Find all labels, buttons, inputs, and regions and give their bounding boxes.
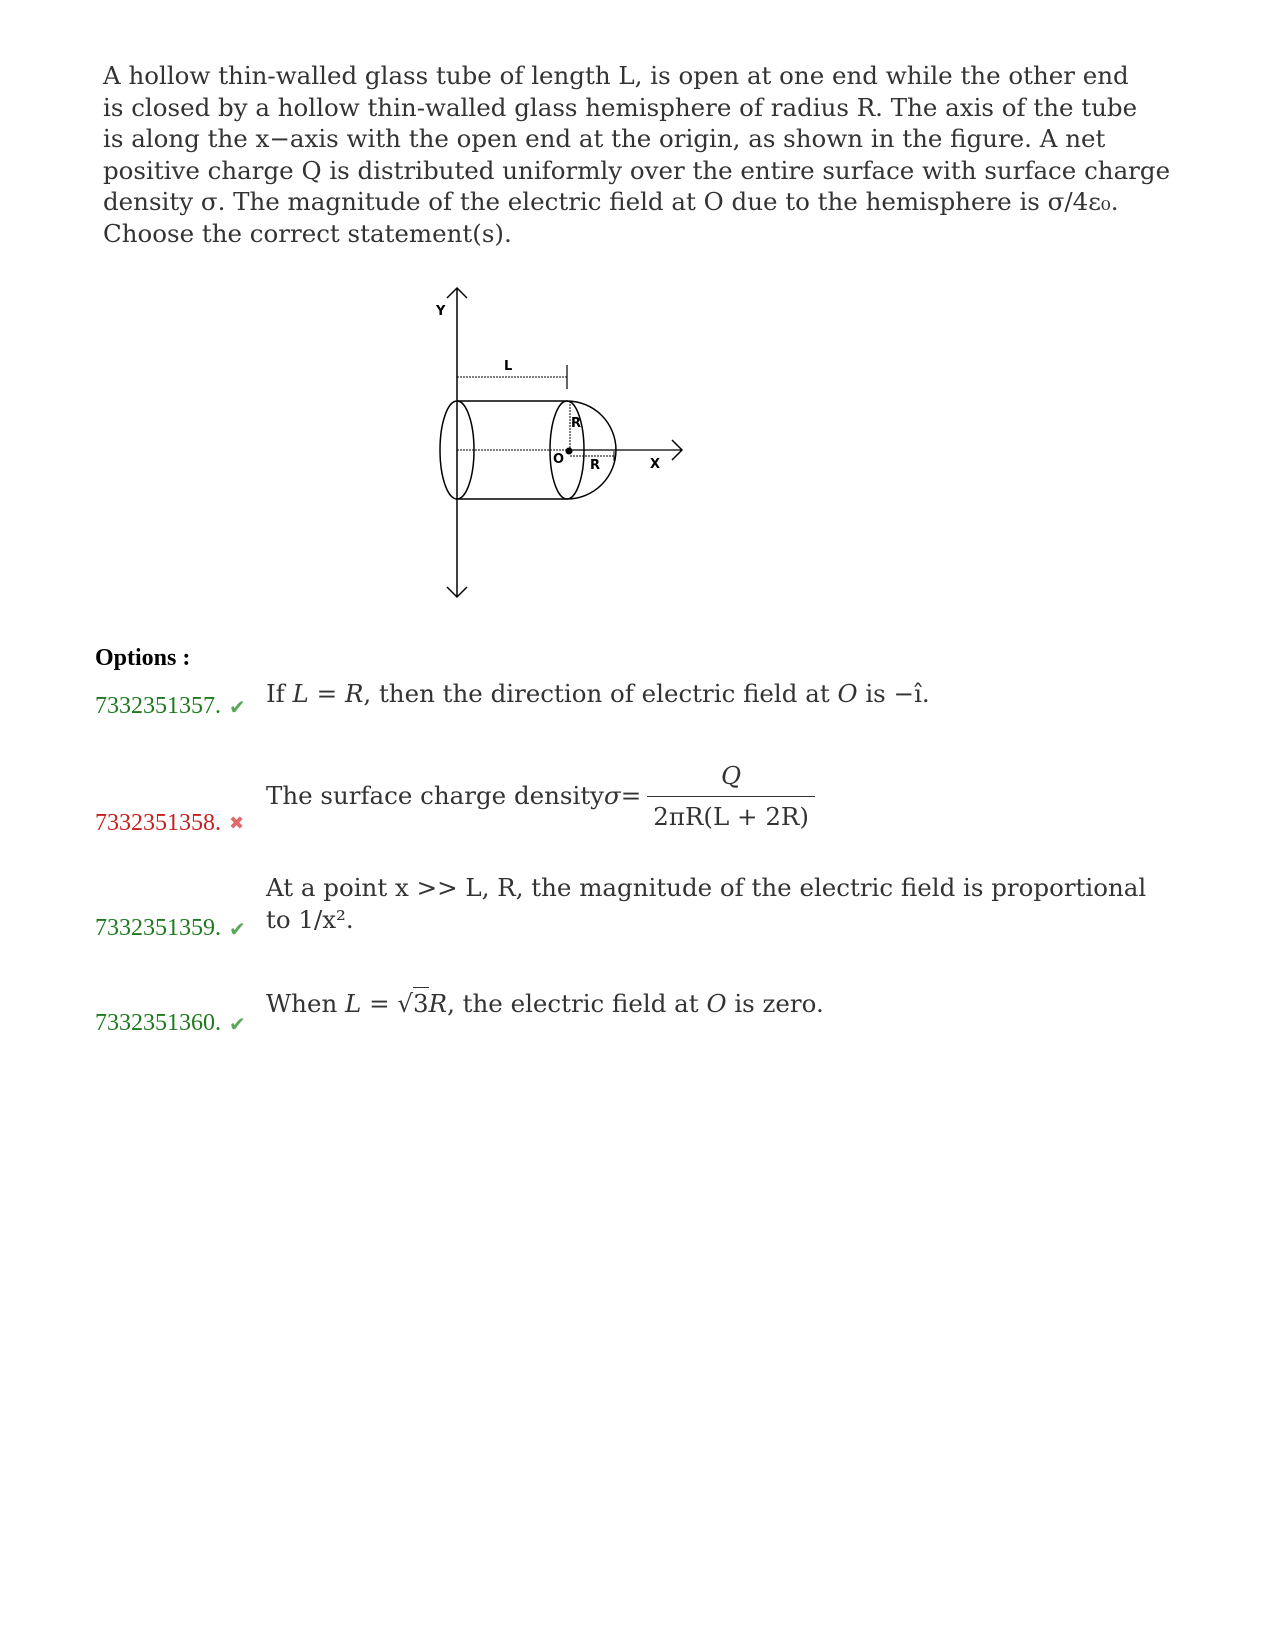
option-text-part: is −î. [857,679,930,708]
option-math: R [344,679,364,708]
option-text-line: At a point x >> L, R, the magnitude of the electric field is proportional [266,873,1147,902]
length-label: L [504,359,513,374]
option-id: 7332351359. [95,915,221,941]
option-text [266,760,815,832]
option-text-part: When [266,989,346,1018]
sqrt-symbol: √ [397,989,414,1018]
option-id: 7332351360. [95,1010,221,1036]
option-id-row [95,1010,246,1037]
option-text-part: is zero. [726,989,824,1018]
option-math: σ [604,781,621,811]
option-text [266,678,930,710]
option-text-part: = [308,679,345,708]
option-text-part: The surface charge density [266,781,604,811]
radius-vertical-label: R [571,416,582,431]
option-text [266,872,1146,935]
radius-horizontal-label: R [590,458,601,473]
option-text-part: , the electric field at [447,989,707,1018]
fraction-denominator: 2πR(L + 2R) [647,796,815,833]
origin-point [566,448,573,455]
option-text-part: If [266,679,293,708]
option-id-row [95,915,246,942]
option-math: L [345,989,362,1018]
option-math: L [292,679,309,708]
option-text-part: , then the direction of electric field at [363,679,838,708]
question-line: density σ. The magnitude of the electric field at O due to the hemisphere is σ/4ε₀. [103,187,1119,216]
figure-drawing [420,285,730,635]
question-line: positive charge Q is distributed uniformly over the entire surface with surface charge [103,155,1171,185]
check-icon: ✔ [229,916,246,941]
tube-hemisphere-figure [420,285,730,635]
option-text [266,988,824,1020]
check-icon: ✔ [229,1011,246,1036]
option-text-line: to 1/x². [266,904,354,934]
question-text [103,60,1171,249]
option-id: 7332351358. [95,810,221,836]
y-axis-label: Y [436,304,446,319]
fraction-numerator: Q [721,761,742,790]
check-icon: ✔ [229,694,246,719]
option-text-part: = [620,781,642,811]
option-id-row [95,810,244,837]
option-id: 7332351357. [95,693,221,719]
question-line: is closed by a hollow thin-walled glass hemisphere of radius R. The axis of the tube [103,92,1138,122]
origin-label: O [553,452,565,467]
question-line: A hollow thin-walled glass tube of length L, is open at one end while the other end [103,61,1129,90]
x-axis-label: X [650,457,661,472]
question-line: Choose the correct statement(s). [103,218,512,248]
options-heading: Options : [95,645,191,671]
option-math: O [837,679,858,708]
option-math: O [706,989,727,1018]
fraction [647,760,815,832]
question-line: is along the x−axis with the open end at the origin, as shown in the figure. A net [103,124,1106,153]
option-id-row [95,693,246,720]
option-text-part: = [361,989,398,1018]
option-math: R [428,989,448,1018]
cross-icon: ✖ [229,813,245,834]
sqrt-radicand: 3 [413,989,429,1018]
